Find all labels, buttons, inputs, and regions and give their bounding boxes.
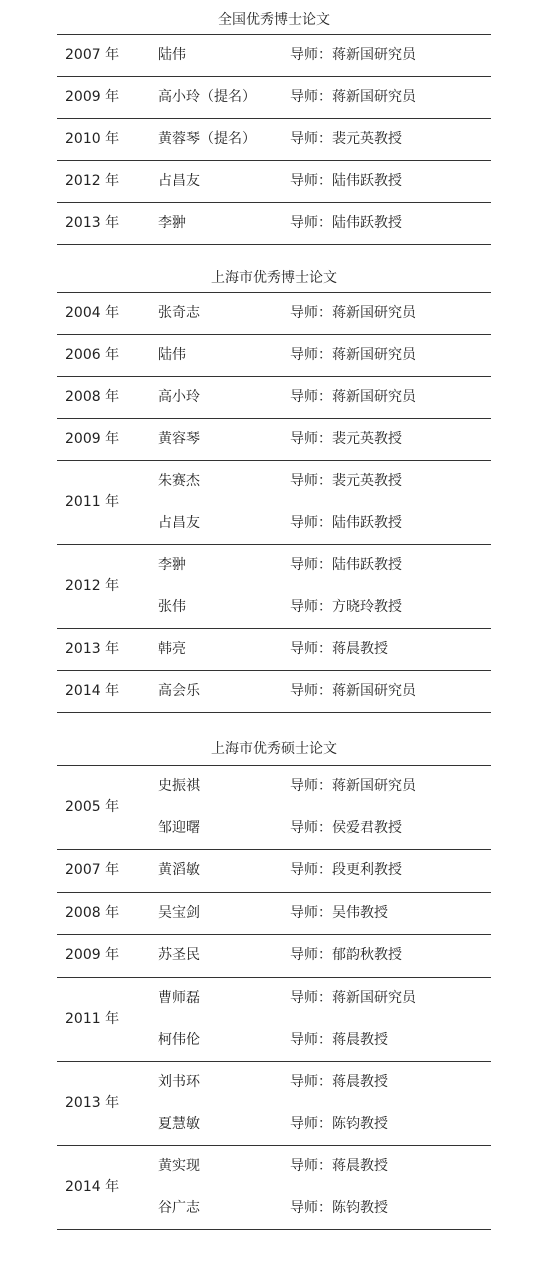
award-entry (57, 1114, 491, 1134)
advisor-name: 导师：陈钧教授 (290, 1199, 388, 1216)
year-label: 2004 年 (65, 305, 120, 321)
recipient-name: 李翀 (158, 215, 186, 231)
award-year-group (57, 892, 491, 935)
advisor-name: 导师：方晓玲教授 (290, 599, 402, 615)
year-label: 2013 年 (65, 215, 120, 231)
recipient-name: 高会乐 (158, 683, 200, 699)
year-label: 2008 年 (65, 389, 120, 405)
year-label: 2005 年 (65, 799, 120, 815)
award-year-group (57, 34, 491, 76)
award-entry (57, 213, 491, 233)
award-entry (57, 1072, 491, 1092)
award-year-group (57, 765, 491, 849)
award-entry (57, 171, 491, 191)
year-label: 2009 年 (65, 947, 120, 964)
award-year-group (57, 849, 491, 892)
year-label: 2011 年 (65, 494, 120, 510)
advisor-name: 导师：吴伟教授 (290, 904, 388, 921)
advisor-name: 导师：裴元英教授 (290, 431, 402, 447)
advisor-name: 导师：蒋新国研究员 (290, 989, 416, 1006)
award-year-group (57, 1061, 491, 1145)
recipient-name: 占昌友 (158, 515, 200, 531)
recipient-name: 柯伟伦 (158, 1031, 200, 1048)
award-year-group (57, 418, 491, 460)
recipient-name: 黄容琴 (158, 431, 200, 447)
advisor-name: 导师：蒋新国研究员 (290, 89, 416, 105)
recipient-name: 陆伟 (158, 47, 186, 63)
award-entry (57, 345, 491, 365)
award-entry (57, 387, 491, 407)
recipient-name: 黄蓉琴（提名） (158, 131, 256, 147)
award-entry (57, 597, 491, 617)
award-entry (57, 303, 491, 323)
award-year-group (57, 934, 491, 977)
advisor-name: 导师：陆伟跃教授 (290, 173, 402, 189)
recipient-name: 张伟 (158, 599, 186, 615)
award-entry (57, 1030, 491, 1050)
award-entry (57, 776, 491, 796)
recipient-name: 高小玲（提名） (158, 89, 256, 105)
advisor-name: 导师：陈钧教授 (290, 1115, 388, 1132)
recipient-name: 陆伟 (158, 347, 186, 363)
year-label: 2010 年 (65, 131, 120, 147)
advisor-name: 导师：蒋新国研究员 (290, 305, 416, 321)
recipient-name: 吴宝剑 (158, 904, 200, 921)
advisor-name: 导师：郁韵秋教授 (290, 947, 402, 964)
advisor-name: 导师：侯爱君教授 (290, 820, 402, 836)
award-entry (57, 681, 491, 701)
advisor-name: 导师：蒋新国研究员 (290, 47, 416, 63)
recipient-name: 曹师磊 (158, 989, 200, 1006)
award-year-group (57, 977, 491, 1061)
section-title: 全国优秀博士论文 (218, 12, 330, 28)
award-year-group (57, 334, 491, 376)
advisor-name: 导师：蒋新国研究员 (290, 347, 416, 363)
recipient-name: 夏慧敏 (158, 1115, 200, 1132)
recipient-name: 高小玲 (158, 389, 200, 405)
award-year-group (57, 202, 491, 244)
recipient-name: 张奇志 (158, 305, 200, 321)
award-entry (57, 860, 491, 880)
award-entry (57, 555, 491, 575)
advisor-name: 导师：蒋晨教授 (290, 1073, 388, 1090)
recipient-name: 史振祺 (158, 778, 200, 794)
year-label: 2012 年 (65, 578, 120, 594)
recipient-name: 黄滔敏 (158, 862, 200, 879)
award-year-group (57, 376, 491, 418)
recipient-name: 刘书环 (158, 1073, 200, 1090)
award-entry (57, 429, 491, 449)
advisor-name: 导师：陆伟跃教授 (290, 515, 402, 531)
recipient-name: 李翀 (158, 557, 186, 573)
recipient-name: 苏圣民 (158, 947, 200, 964)
divider (57, 1229, 491, 1230)
year-label: 2006 年 (65, 347, 120, 363)
year-label: 2011 年 (65, 1010, 120, 1027)
year-label: 2009 年 (65, 89, 120, 105)
award-entry (57, 129, 491, 149)
advisor-name: 导师：裴元英教授 (290, 473, 402, 489)
award-entry (57, 903, 491, 923)
award-entry (57, 45, 491, 65)
advisor-name: 导师：陆伟跃教授 (290, 215, 402, 231)
award-year-group (57, 76, 491, 118)
advisor-name: 导师：陆伟跃教授 (290, 557, 402, 573)
year-label: 2014 年 (65, 1178, 120, 1195)
award-entry (57, 1198, 491, 1218)
award-entry (57, 818, 491, 838)
divider (57, 712, 491, 713)
award-entry (57, 87, 491, 107)
advisor-name: 导师：蒋晨教授 (290, 1157, 388, 1174)
advisor-name: 导师：蒋新国研究员 (290, 683, 416, 699)
award-year-group (57, 544, 491, 628)
advisor-name: 导师：蒋新国研究员 (290, 389, 416, 405)
recipient-name: 朱赛杰 (158, 473, 200, 489)
recipient-name: 占昌友 (158, 173, 200, 189)
award-year-group (57, 460, 491, 544)
advisor-name: 导师：蒋晨教授 (290, 641, 388, 657)
advisor-name: 导师：裴元英教授 (290, 131, 402, 147)
year-label: 2013 年 (65, 641, 120, 657)
award-entry (57, 639, 491, 659)
year-label: 2013 年 (65, 1094, 120, 1111)
award-year-group (57, 292, 491, 334)
award-entry (57, 945, 491, 965)
advisor-name: 导师：段更利教授 (290, 862, 402, 879)
award-year-group (57, 628, 491, 670)
recipient-name: 邹迎曙 (158, 820, 200, 836)
year-label: 2009 年 (65, 431, 120, 447)
year-label: 2014 年 (65, 683, 120, 699)
award-entry (57, 1156, 491, 1176)
year-label: 2008 年 (65, 904, 120, 921)
year-label: 2007 年 (65, 47, 120, 63)
award-year-group (57, 160, 491, 202)
award-entry (57, 471, 491, 491)
advisor-name: 导师：蒋晨教授 (290, 1031, 388, 1048)
recipient-name: 韩亮 (158, 641, 186, 657)
award-entry (57, 988, 491, 1008)
divider (57, 244, 491, 245)
award-year-group (57, 670, 491, 712)
award-year-group (57, 118, 491, 160)
year-label: 2007 年 (65, 862, 120, 879)
recipient-name: 黄实现 (158, 1157, 200, 1174)
recipient-name: 谷广志 (158, 1199, 200, 1216)
award-entry (57, 513, 491, 533)
section-title: 上海市优秀硕士论文 (211, 741, 337, 757)
award-year-group (57, 1145, 491, 1229)
advisor-name: 导师：蒋新国研究员 (290, 778, 416, 794)
section-title: 上海市优秀博士论文 (211, 270, 337, 286)
year-label: 2012 年 (65, 173, 120, 189)
